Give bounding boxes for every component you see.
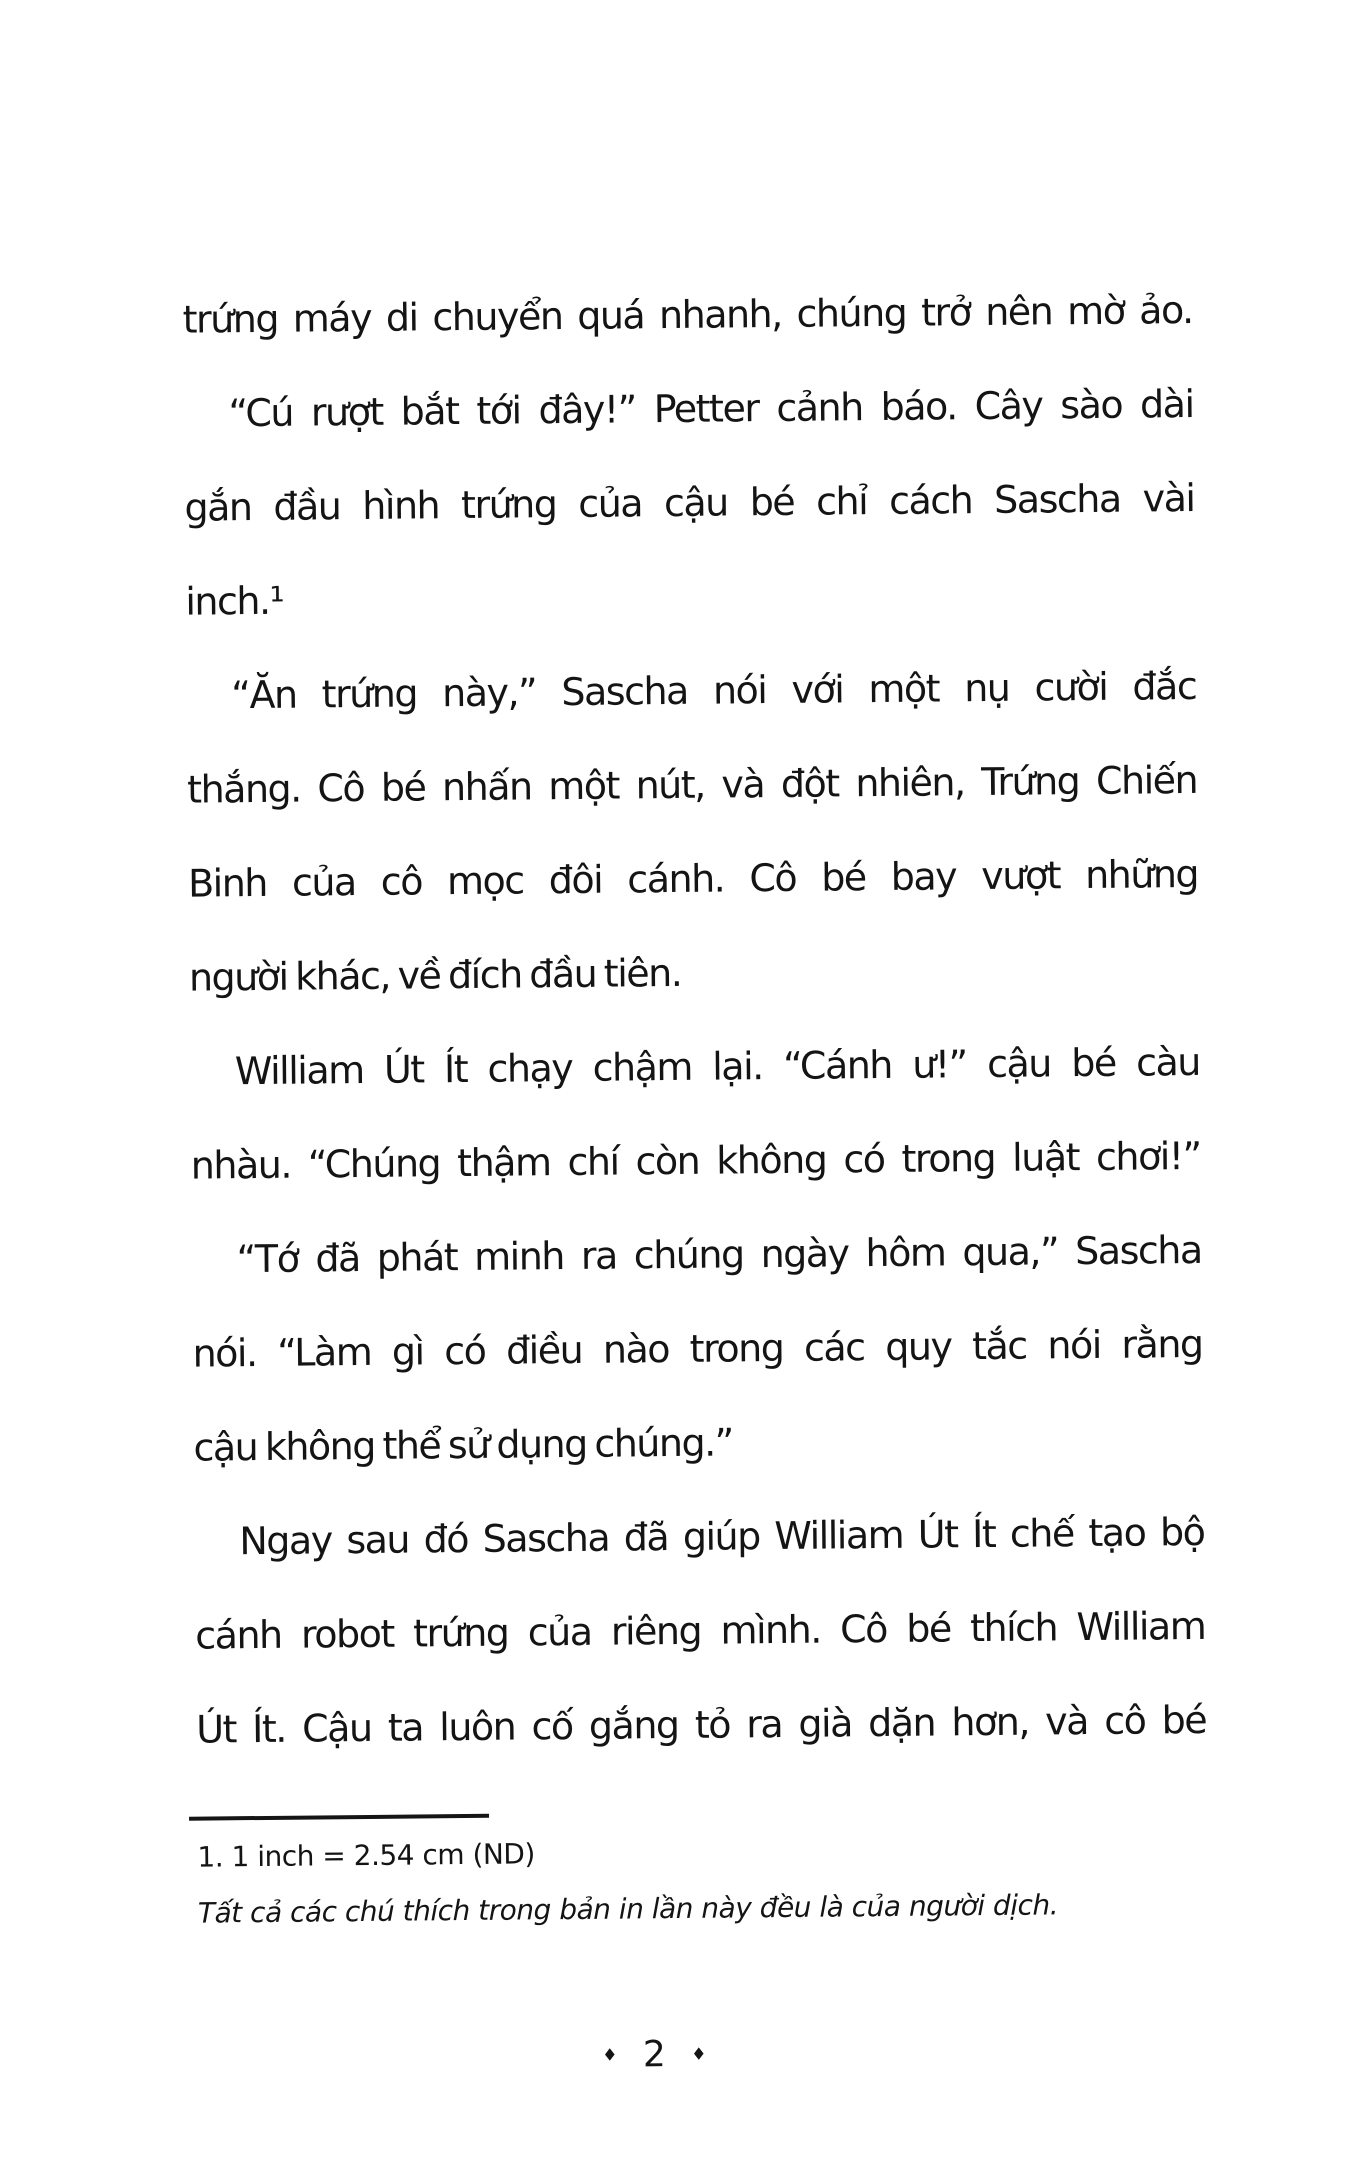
body-line: “Ăn trứng này,” Sascha nói với một nụ cười đắc [231,663,1197,718]
footnote-translator-note: 1. 1 inch = 2.54 cm (ND) [197,1837,535,1874]
body-line: cánh robot trứng của riêng mình. Cô bé thích William [195,1603,1206,1658]
body-line: gắn đầu hình trứng của cậu bé chỉ cách Sascha vài [184,475,1195,530]
page-number-row [149,2020,1160,2090]
body-line: người khác, về đích đầu tiên. [188,950,682,1000]
body-line: Út Ít. Cậu ta luôn cố gắng tỏ ra già dặn hơn, và cô bé [195,1697,1207,1752]
body-line: thắng. Cô bé nhấn một nút, và đột nhiên, Trứng Chiến [186,757,1198,812]
page-number: 2 [642,2034,666,2076]
body-line: William Út Ít chạy chậm lại. “Cánh ư!” cậu bé càu [234,1039,1201,1094]
body-line: nói. “Làm gì có điều nào trong các quy tắc nói rằng [192,1321,1203,1376]
body-line: Binh của cô mọc đôi cánh. Cô bé bay vượt những [187,851,1199,906]
diamond-ornament-right-icon: ♦ [691,2044,707,2065]
body-line: nhàu. “Chúng thậm chí còn không có trong luật chơi!” [190,1133,1201,1188]
diamond-ornament-left-icon: ♦ [602,2045,618,2066]
footnote-editions-note: Tất cả các chú thích trong bản in lần này đều là của người dịch. [197,1888,1059,1930]
body-line: “Tớ đã phát minh ra chúng ngày hôm qua,” Sascha [236,1227,1202,1282]
body-line: cậu không thể sử dụng chúng.” [193,1420,734,1470]
footnote-divider [189,1814,489,1821]
body-line: trứng máy di chuyển quá nhanh, chúng trở nên mờ ảo. [182,287,1193,342]
body-line: inch.¹ [185,578,284,624]
body-line: “Cú rượt bắt tới đây!” Petter cảnh báo. Cây sào dài [228,381,1194,436]
body-line: Ngay sau đó Sascha đã giúp William Út Ít chế tạo bộ [239,1509,1205,1564]
body-text [182,263,1206,1777]
